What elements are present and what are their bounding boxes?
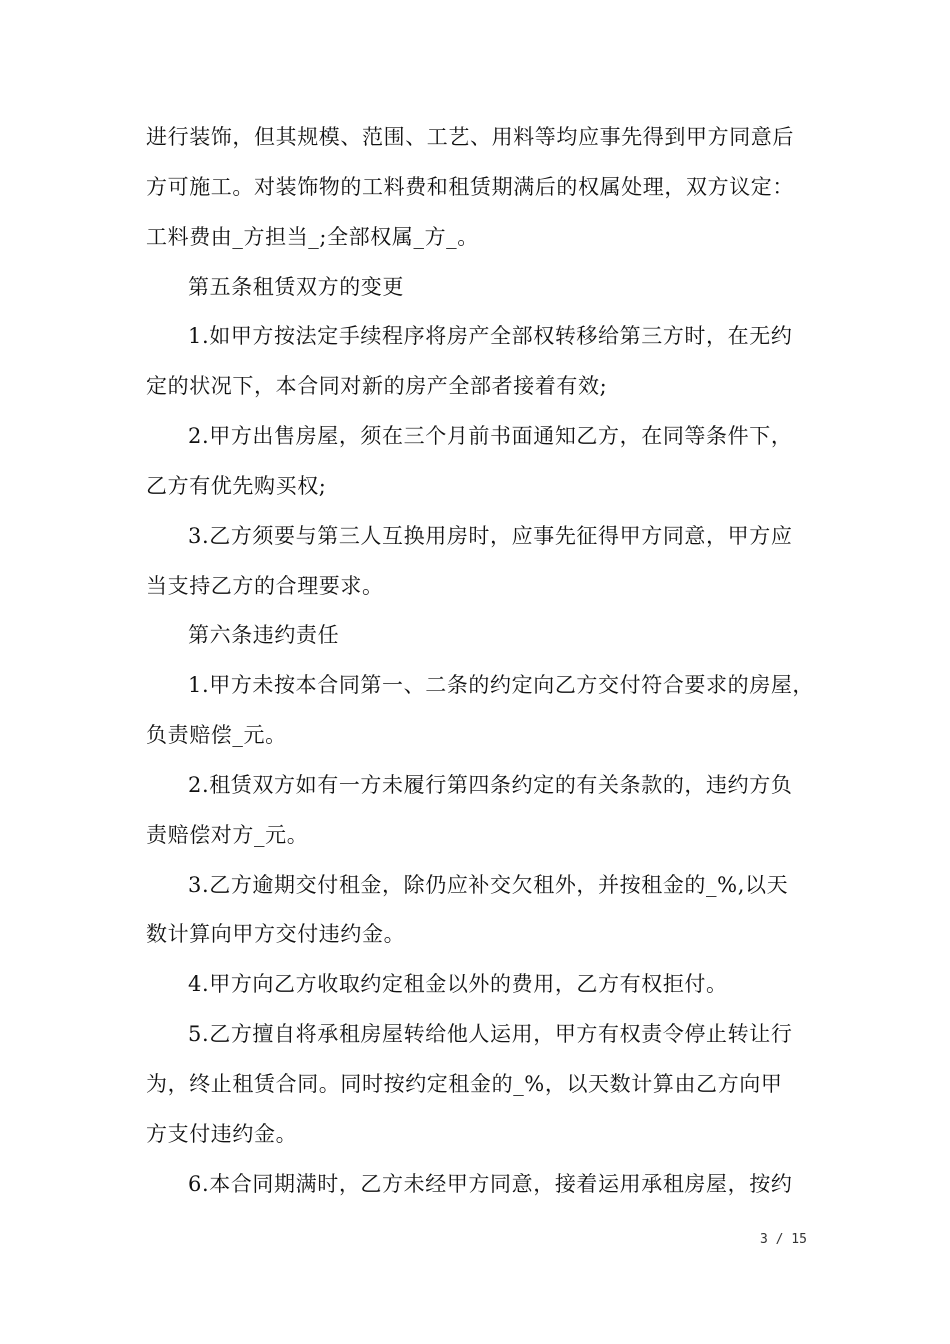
body-text-line: 2.甲方出售房屋，须在三个月前书面通知乙方，在同等条件下，	[188, 424, 793, 448]
body-text-line: 当支持乙方的合理要求。	[146, 574, 384, 598]
body-text-line: 2.租赁双方如有一方未履行第四条约定的有关条款的，违约方负	[188, 773, 793, 797]
section-heading: 第六条违约责任	[188, 623, 340, 647]
body-text-line: 乙方有优先购买权;	[146, 474, 327, 498]
body-text-line: 3.乙方逾期交付租金，除仍应补交欠租外，并按租金的_%,以天	[188, 873, 789, 897]
body-text-line: 为，终止租赁合同。同时按约定租金的_%，以天数计算由乙方向甲	[146, 1072, 783, 1096]
section-heading: 第五条租赁双方的变更	[188, 275, 404, 299]
body-text-line: 1.如甲方按法定手续程序将房产全部权转移给第三方时，在无约	[188, 324, 793, 348]
body-text-line: 数计算向甲方交付违约金。	[146, 922, 406, 946]
body-text-line: 方支付违约金。	[146, 1122, 298, 1146]
body-text-line: 负责赔偿_元。	[146, 723, 287, 747]
body-text-line: 工料费由_方担当_;全部权属_方_。	[146, 225, 479, 249]
body-text-line: 责赔偿对方_元。	[146, 823, 309, 847]
body-text-line: 1.甲方未按本合同第一、二条的约定向乙方交付符合要求的房屋，	[188, 673, 815, 697]
body-text-line: 定的状况下，本合同对新的房产全部者接着有效;	[146, 374, 608, 398]
body-text-line: 6.本合同期满时，乙方未经甲方同意，接着运用承租房屋，按约	[188, 1172, 793, 1196]
body-text-line: 3.乙方须要与第三人互换用房时，应事先征得甲方同意，甲方应	[188, 524, 793, 548]
body-text-line: 4.甲方向乙方收取约定租金以外的费用，乙方有权拒付。	[188, 972, 728, 996]
page-number: 3 / 15	[760, 1232, 807, 1247]
body-text-line: 方可施工。对装饰物的工料费和租赁期满后的权属处理，双方议定：	[146, 175, 794, 199]
body-text-line: 进行装饰，但其规模、范围、工艺、用料等均应事先得到甲方同意后	[146, 125, 794, 149]
body-text-line: 5.乙方擅自将承租房屋转给他人运用，甲方有权责令停止转让行	[188, 1022, 793, 1046]
